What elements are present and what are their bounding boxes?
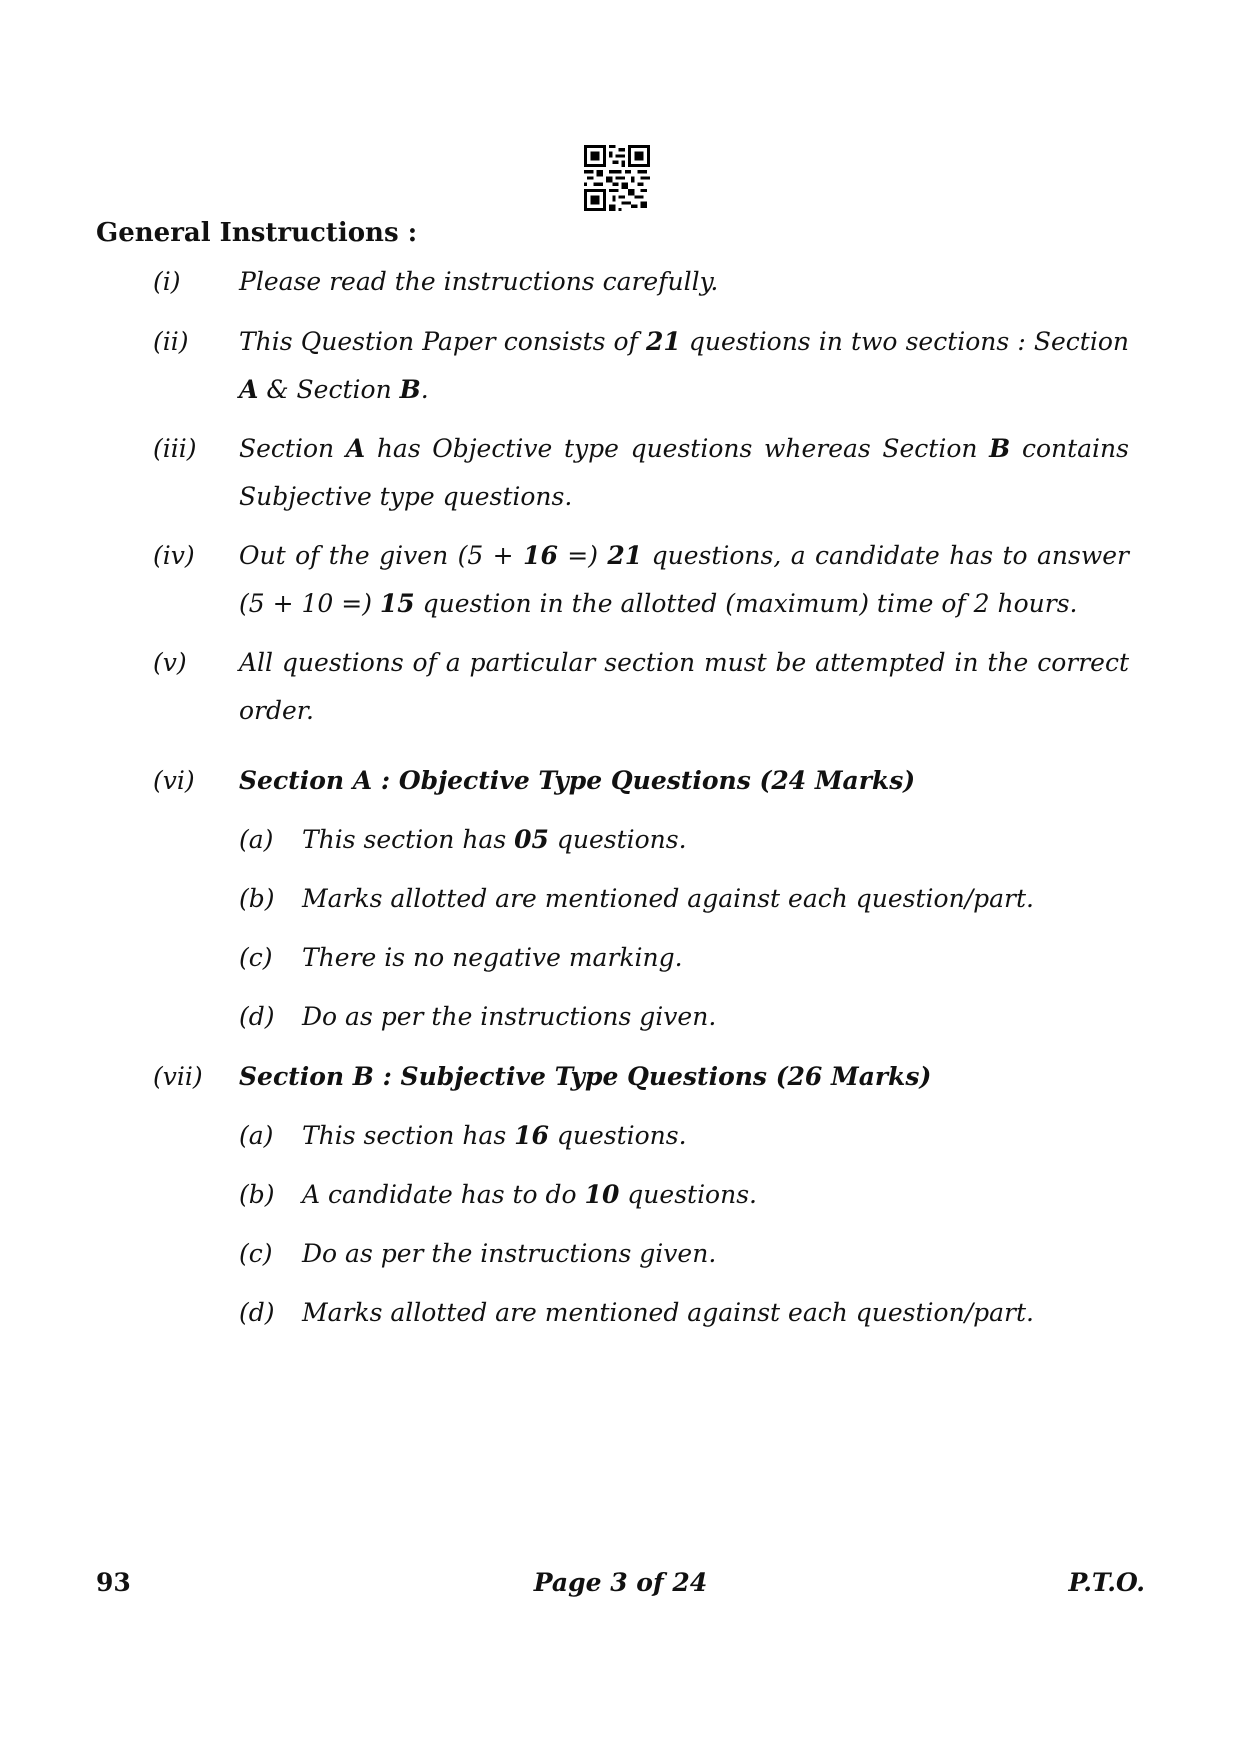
emphasis-text: A [239,375,259,404]
item-number: (iii) [153,434,197,463]
emphasis-text: 10 [584,1180,620,1209]
sub-item [239,875,1129,923]
sub-item-letter: (b) [239,1180,275,1209]
text-run: This section has [302,1121,515,1150]
emphasis-text: 15 [379,589,415,618]
text-run: There is no negative marking. [302,943,683,972]
text-run: questions. [619,1180,757,1209]
text-run: contains Subjective type questions. [239,434,1129,511]
text-run: This Question Paper consists of [239,327,646,356]
instruction-item [153,639,1129,735]
sub-item [239,1230,1129,1278]
text-run: Do as per the instructions given. [302,1002,717,1031]
text-run: Marks allotted are mentioned against each question/part. [302,1298,1034,1327]
sub-item-letter: (a) [239,1121,274,1150]
item-number: (iv) [153,541,195,570]
text-run: Out of the given (5 + [239,541,524,570]
instruction-item [153,258,1129,306]
sub-item-text [302,1230,1129,1278]
pto-label: P.T.O. [1068,1568,1145,1597]
item-text [239,425,1129,521]
text-run: A candidate has to do [302,1180,585,1209]
item-number: (vii) [153,1062,203,1091]
item-text [239,532,1129,628]
sub-item-letter: (d) [239,1002,275,1031]
sub-item-text [302,1171,1129,1219]
sub-item-letter: (d) [239,1298,275,1327]
instruction-item [153,318,1129,414]
sub-item [239,934,1129,982]
sub-item-text [302,934,1129,982]
instruction-item [153,425,1129,521]
text-run: questions. [548,825,687,854]
emphasis-text: B [399,375,421,404]
text-run: =) [557,541,608,570]
item-number: (vi) [153,766,195,795]
sub-item [239,1171,1129,1219]
text-run: This section has [302,825,515,854]
emphasis-text: 21 [607,541,643,570]
text-run: All questions of a particular section must be attempted in the correct order. [239,648,1129,725]
text-run: questions. [548,1121,687,1150]
item-text [239,639,1129,735]
sub-item-text [302,1289,1129,1337]
emphasis-text: A [345,434,366,463]
sub-item-text [302,993,1129,1041]
sub-item-text [302,816,1129,864]
section-b-heading [153,1053,1129,1101]
section-a-title: Section A : Objective Type Questions (24 Marks) [239,766,916,795]
item-number: (ii) [153,327,189,356]
emphasis-text: 05 [514,825,549,854]
section-a-heading [153,757,1129,805]
emphasis-text: 21 [645,327,681,356]
item-text [239,318,1129,414]
text-run: questions, a candidate has to answer (5 + 10 =) [239,541,1129,618]
text-run: . [420,375,429,404]
sub-item [239,1289,1129,1337]
sub-item-letter: (c) [239,943,273,972]
emphasis-text: 16 [523,541,558,570]
sub-item [239,816,1129,864]
sub-item [239,993,1129,1041]
sub-item-text [302,875,1129,923]
sub-item-text [302,1112,1129,1160]
text-run: Marks allotted are mentioned against each question/part. [302,884,1034,913]
qr-code [584,145,650,211]
sub-item-letter: (b) [239,884,275,913]
text-run: questions in two sections : Section [680,327,1129,356]
text-run: Section [239,434,346,463]
text-run: has Objective type questions whereas Section [365,434,990,463]
text-run: Do as per the instructions given. [302,1239,717,1268]
emphasis-text: 16 [514,1121,549,1150]
emphasis-text: B [989,434,1011,463]
text-run: & Section [258,375,400,404]
text-run: question in the allotted (maximum) time of 2 hours. [414,589,1078,618]
item-number: (v) [153,648,187,677]
text-run: Please read the instructions carefully. [239,267,719,296]
sub-item [239,1112,1129,1160]
page-number: Page 3 of 24 [533,1568,708,1597]
instruction-item [153,532,1129,628]
sub-item-letter: (c) [239,1239,273,1268]
item-text [239,258,1129,306]
paper-code: 93 [96,1568,131,1597]
section-b-title: Section B : Subjective Type Questions (26 Marks) [239,1062,932,1091]
general-instructions-heading: General Instructions : [96,218,418,248]
item-number: (i) [153,267,181,296]
sub-item-letter: (a) [239,825,274,854]
